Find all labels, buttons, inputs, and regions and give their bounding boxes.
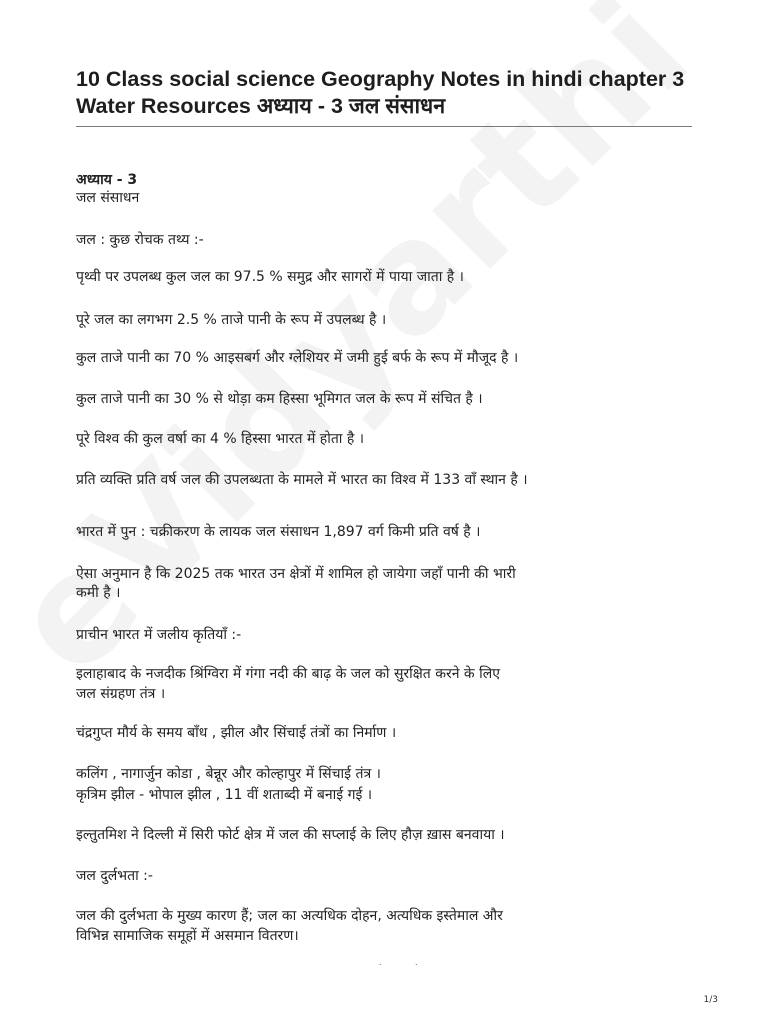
paragraph: चंद्रगुप्त मौर्य के समय बाँध , झील और सिंचाई तंत्रों का निर्माण । [76, 725, 397, 741]
paragraph: भारत में पुन : चक्रीकरण के लायक जल संसाधन 1,897 वर्ग किमी प्रति वर्ष है । [76, 524, 481, 540]
paragraph-continuation: कमी है । [76, 585, 121, 601]
chapter-label: अध्याय - 3 [76, 172, 138, 188]
paragraph: पूरे जल का लगभग 2.5 % ताजे पानी के रूप में उपलब्ध है । [76, 312, 387, 328]
section-heading-ancient: प्राचीन भारत में जलीय कृतियाँ :- [76, 627, 242, 643]
chapter-name: जल संसाधन [76, 190, 140, 206]
paragraph: कुल ताजे पानी का 30 % से थोड़ा कम हिस्सा भूमिगत जल के रूप में संचित है । [76, 391, 483, 407]
paragraph: इल्तुतमिश ने दिल्ली में सिरी फोर्ट क्षेत्र में जल की सप्लाई के लिए हौज़ ख़ास बनवाया । [76, 827, 505, 843]
cut-off-text-marks: ˙ ˙ [378, 964, 419, 974]
section-heading-facts: जल : कुछ रोचक तथ्य :- [76, 232, 204, 248]
paragraph: प्रति व्यक्ति प्रति वर्ष जल की उपलब्धता के मामले में भारत का विश्व में 133 वाँ स्थान है । [76, 472, 528, 488]
section-heading-scarcity: जल दुर्लभता :- [76, 868, 153, 884]
paragraph: कुल ताजे पानी का 70 % आइसबर्ग और ग्लेशियर में जमी हुई बर्फ के रूप में मौजूद है । [76, 350, 519, 366]
paragraph-continuation: विभिन्न सामाजिक समूहों में असमान वितरण। [76, 928, 299, 944]
page-number: 1/3 [703, 995, 718, 1005]
paragraph: कलिंग , नागार्जुन कोडा , बेन्नूर और कोल्हापुर में सिंचाई तंत्र । [76, 766, 381, 782]
paragraph: इलाहाबाद के नजदीक श्रिंग्विरा में गंगा नदी की बाढ़ के जल को सुरक्षित करने के लिए [76, 666, 500, 682]
page-title: 10 Class social science Geography Notes in hindi chapter 3 Water Resources अध्याय - 3 जल संसाधन [76, 67, 685, 118]
paragraph: पूरे विश्व की कुल वर्षा का 4 % हिस्सा भारत में होता है । [76, 431, 365, 447]
title-divider [76, 126, 692, 127]
paragraph-continuation: जल संग्रहण तंत्र । [76, 686, 166, 702]
paragraph: ऐसा अनुमान है कि 2025 तक भारत उन क्षेत्रों में शामिल हो जायेगा जहाँ पानी की भारी [76, 566, 516, 582]
paragraph: पृथ्वी पर उपलब्ध कुल जल का 97.5 % समुद्र और सागरों में पाया जाता है । [76, 269, 464, 285]
paragraph: जल की दुर्लभता के मुख्य कारण हैं; जल का अत्यधिक दोहन, अत्यधिक इस्तेमाल और [76, 908, 503, 924]
paragraph: कृत्रिम झील - भोपाल झील , 11 वीं शताब्दी में बनाई गई । [76, 787, 373, 803]
